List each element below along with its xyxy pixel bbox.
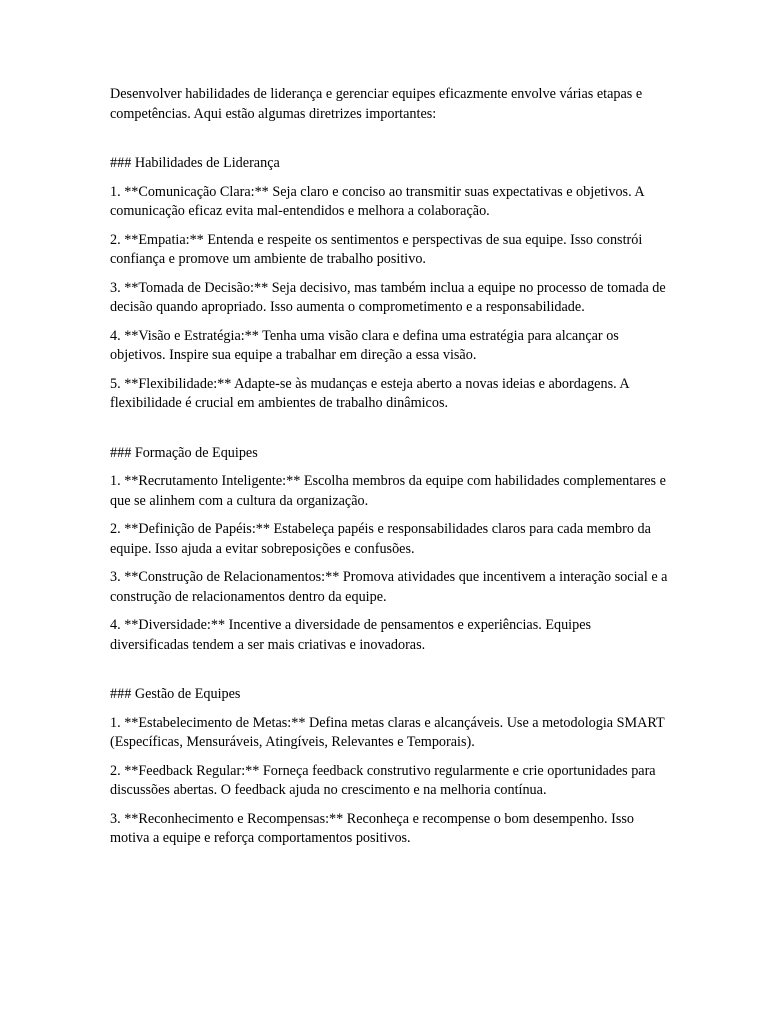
list-item: 2. **Definição de Papéis:** Estabeleça papéis e responsabilidades claros para cada membro da equipe. Isso ajuda a evitar sobreposições e confusões. (110, 521, 651, 557)
list-item: 2. **Empatia:** Entenda e respeite os sentimentos e perspectivas de sua equipe. Isso constrói confiança e promove um ambiente de trabalho positivo. (110, 231, 643, 267)
section-heading: ### Formação de Equipes (110, 444, 258, 461)
section-heading: ### Habilidades de Liderança (110, 155, 280, 171)
document-page (110, 85, 670, 858)
list-item: 2. **Feedback Regular:** Forneça feedback construtivo regularmente e crie oportunidades para discussões abertas. O feedback ajuda no crescimento e na melhoria contínua. (110, 762, 656, 798)
list-item: 3. **Construção de Relacionamentos:** Promova atividades que incentivem a interação social e a construção de relacionamentos dentro da equipe. (110, 569, 668, 605)
list-item: 1. **Estabelecimento de Metas:** Defina metas claras e alcançáveis. Use a metodologia SMART (Específicas, Mensuráveis, Atingíveis, Relevantes e Temporais). (110, 714, 665, 750)
section-heading: ### Gestão de Equipes (110, 686, 241, 702)
list-item: 4. **Diversidade:** Incentive a diversidade de pensamentos e experiências. Equipes diversificadas tendem a ser mais criativas e inovadoras. (110, 617, 592, 653)
list-item: 4. **Visão e Estratégia:** Tenha uma visão clara e defina uma estratégia para alcançar os objetivos. Inspire sua equipe a trabalhar em direção a essa visão. (110, 327, 619, 363)
section-gestao-equipes (110, 685, 670, 849)
list-item: 5. **Flexibilidade:** Adapte-se às mudanças e esteja aberto a novas ideias e abordagens. A flexibilidade é crucial em ambientes de trabalho dinâmicos. (110, 375, 629, 411)
section-habilidades-lideranca (110, 154, 670, 414)
intro-paragraph: Desenvolver habilidades de liderança e gerenciar equipes eficazmente envolve várias etapas e competências. Aqui estão algumas diretrizes importantes: (110, 86, 643, 122)
list-item: 1. **Comunicação Clara:** Seja claro e conciso ao transmitir suas expectativas e objetivos. A comunicação eficaz evita mal-entendidos e melhora a colaboração. (110, 183, 644, 219)
section-formacao-equipes (110, 444, 670, 656)
list-item: 3. **Reconhecimento e Recompensas:** Reconheça e recompense o bom desempenho. Isso motiva a equipe e reforça comportamentos positivos. (110, 810, 634, 846)
list-item: 1. **Recrutamento Inteligente:** Escolha membros da equipe com habilidades complementares e que se alinhem com a cultura da organização. (110, 473, 666, 509)
list-item: 3. **Tomada de Decisão:** Seja decisivo, mas também inclua a equipe no processo de tomada de decisão quando apropriado. Isso aumenta o comprometimento e a responsabilidade. (110, 279, 666, 315)
